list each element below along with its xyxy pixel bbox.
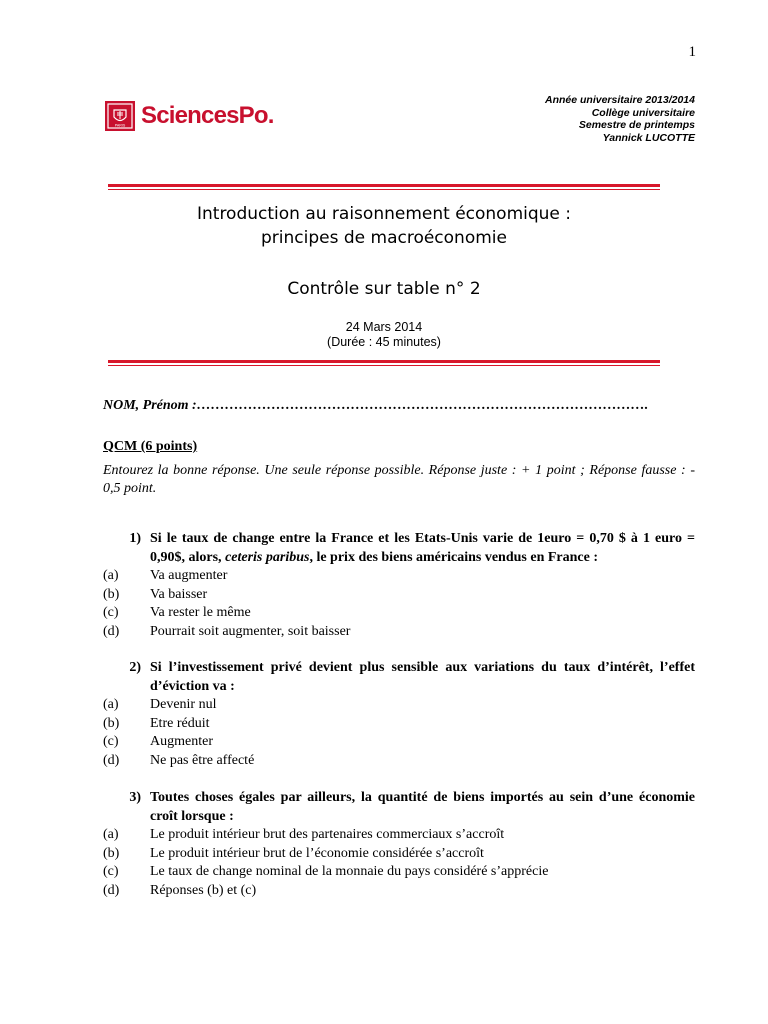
answer-option[interactable]: (d) Pourrait soit augmenter, soit baisser [103,623,351,639]
question-number: 2) [129,660,141,675]
college-name: Collège universitaire [591,106,695,119]
qcm-heading: QCM (6 points) [103,439,198,454]
question-2 [103,659,695,770]
page-number: 1 [688,44,696,60]
exam-date-block [0,320,768,350]
answer-option[interactable]: (b) Etre réduit [103,715,210,731]
logo-wordmark: SciencesPo. [141,102,274,129]
emblem-caption: PARIS [114,123,126,128]
exam-date: 24 Mars 2014 [345,320,423,334]
header-info [545,94,695,144]
sciencespo-logo [105,101,274,131]
answer-option[interactable]: (c) Le taux de change nominal de la monnaie du pays considéré s’apprécie [103,864,549,879]
question-text: Si l’investissement privé devient plus sensible aux variations du taux d’intérêt, l’effet d’éviction va : [150,660,695,694]
answer-option[interactable]: (d) Réponses (b) et (c) [103,882,257,898]
answer-option[interactable]: (c) Va rester le même [103,605,251,620]
name-field[interactable]: NOM, Prénom :……………………………………………………………………………………. [103,398,649,413]
top-divider [108,184,660,190]
question-3 [103,789,695,900]
qcm-instructions: Entourez la bonne réponse. Une seule réponse possible. Réponse juste : + 1 point ; Réponse fausse : - 0,5 point. [103,463,695,496]
academic-year: Année universitaire 2013/2014 [544,94,695,106]
question-text: Si le taux de change entre la France et les Etats-Unis varie de 1euro = 0,70 $ à 1 euro = 0,90$, alors, ceteris paribus, le prix des biens américains vendus en France : [150,531,695,565]
answer-option[interactable]: (d) Ne pas être affecté [103,752,255,768]
title-line-1: Introduction au raisonnement économique : [196,204,572,224]
exam-duration: (Durée : 45 minutes) [327,335,441,349]
answer-option[interactable]: (a) Le produit intérieur brut des partenaires commerciaux s’accroît [103,827,505,842]
bottom-divider [108,360,660,366]
answer-option[interactable]: (a) Devenir nul [103,697,217,712]
semester: Semestre de printemps [578,119,695,131]
answer-option[interactable]: (b) Va baisser [103,586,208,602]
question-1 [103,530,695,641]
answer-option[interactable]: (b) Le produit intérieur brut de l’économie considérée s’accroît [103,845,484,861]
question-number: 3) [129,790,141,805]
answer-option[interactable]: (c) Augmenter [103,734,213,749]
title-line-2: principes de macroéconomie [261,228,507,248]
question-number: 1) [129,531,141,546]
author-name: Yannick LUCOTTE [602,131,695,144]
page-title [0,202,768,250]
exam-subtitle: Contrôle sur table n° 2 [287,279,481,299]
sciencespo-emblem-icon [105,101,135,131]
question-text: Toutes choses égales par ailleurs, la quantité de biens importés au sein d’une économie croît lorsque : [150,790,695,824]
answer-option[interactable]: (a) Va augmenter [103,568,228,583]
